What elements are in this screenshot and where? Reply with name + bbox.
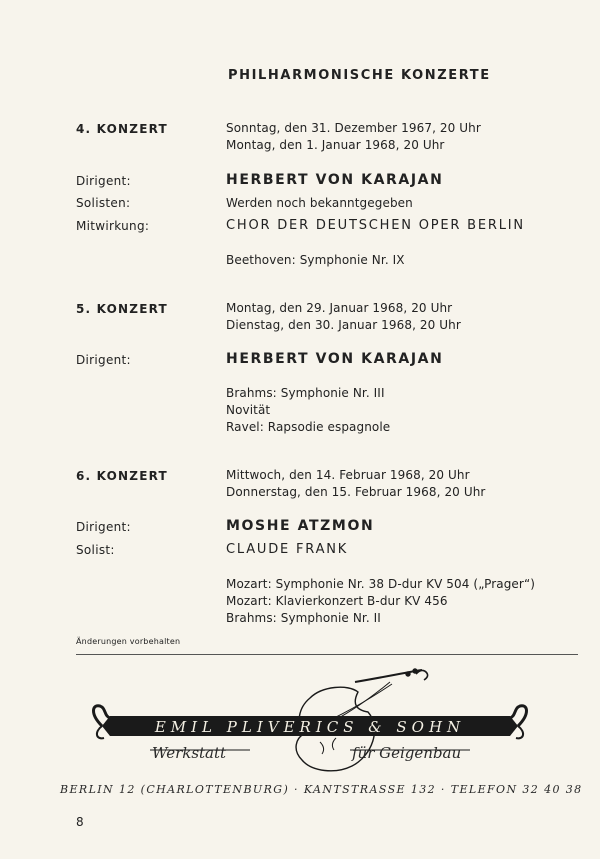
- concert-5-program-1: Brahms: Symphonie Nr. III: [226, 386, 385, 400]
- concert-4-date-1: Sonntag, den 31. Dezember 1967, 20 Uhr: [226, 121, 481, 135]
- script-werkstatt: Werkstatt: [152, 744, 227, 762]
- concert-4-label: 4. KONZERT: [76, 122, 168, 136]
- concert-6-solist: CLAUDE FRANK: [226, 542, 349, 557]
- concert-5-label: 5. KONZERT: [76, 302, 168, 316]
- divider-rule: [76, 654, 578, 655]
- concert-6-program-1: Mozart: Symphonie Nr. 38 D-dur KV 504 („Prager“): [226, 577, 536, 591]
- concert-6-solist-label: Solist:: [76, 543, 115, 557]
- concert-5-dirigent: HERBERT VON KARAJAN: [226, 351, 444, 367]
- page-number: 8: [76, 815, 84, 829]
- concert-6-program-3: Brahms: Symphonie Nr. II: [226, 611, 381, 625]
- concert-4-solisten-label: Solisten:: [76, 196, 131, 210]
- concert-4-program-1: Beethoven: Symphonie Nr. IX: [226, 253, 405, 267]
- concert-6-dirigent: MOSHE ATZMON: [226, 518, 375, 534]
- concert-5-program-2: Novität: [226, 403, 271, 417]
- concert-5-program-3: Ravel: Rapsodie espagnole: [226, 420, 391, 434]
- advertisement-logo: [90, 668, 530, 778]
- concert-4-mitwirkung-label: Mitwirkung:: [76, 219, 150, 233]
- company-address: BERLIN 12 (CHARLOTTENBURG) · KANTSTRASSE 132 · TELEFON 32 40 38: [60, 783, 583, 796]
- script-geigenbau: für Geigenbau: [352, 744, 462, 762]
- page-title: PHILHARMONISCHE KONZERTE: [228, 68, 491, 83]
- concert-4-dirigent-label: Dirigent:: [76, 174, 131, 188]
- banner-ribbon: [94, 706, 527, 739]
- concert-6-date-2: Donnerstag, den 15. Februar 1968, 20 Uhr: [226, 485, 486, 499]
- concert-6-dirigent-label: Dirigent:: [76, 520, 131, 534]
- concert-4-date-2: Montag, den 1. Januar 1968, 20 Uhr: [226, 138, 445, 152]
- concert-6-date-1: Mittwoch, den 14. Februar 1968, 20 Uhr: [226, 468, 470, 482]
- concert-5-date-2: Dienstag, den 30. Januar 1968, 20 Uhr: [226, 318, 461, 332]
- concert-4-solisten: Werden noch bekanntgegeben: [226, 196, 413, 210]
- concert-6-label: 6. KONZERT: [76, 469, 168, 483]
- concert-5-date-1: Montag, den 29. Januar 1968, 20 Uhr: [226, 301, 453, 315]
- concert-4-mitwirkung: CHOR DER DEUTSCHEN OPER BERLIN: [226, 218, 525, 233]
- concert-4-dirigent: HERBERT VON KARAJAN: [226, 172, 444, 188]
- banner-text: EMIL PLIVERICS & SOHN: [154, 718, 466, 736]
- concert-6-program-2: Mozart: Klavierkonzert B-dur KV 456: [226, 594, 448, 608]
- concert-5-dirigent-label: Dirigent:: [76, 353, 131, 367]
- changes-note: Änderungen vorbehalten: [76, 637, 181, 646]
